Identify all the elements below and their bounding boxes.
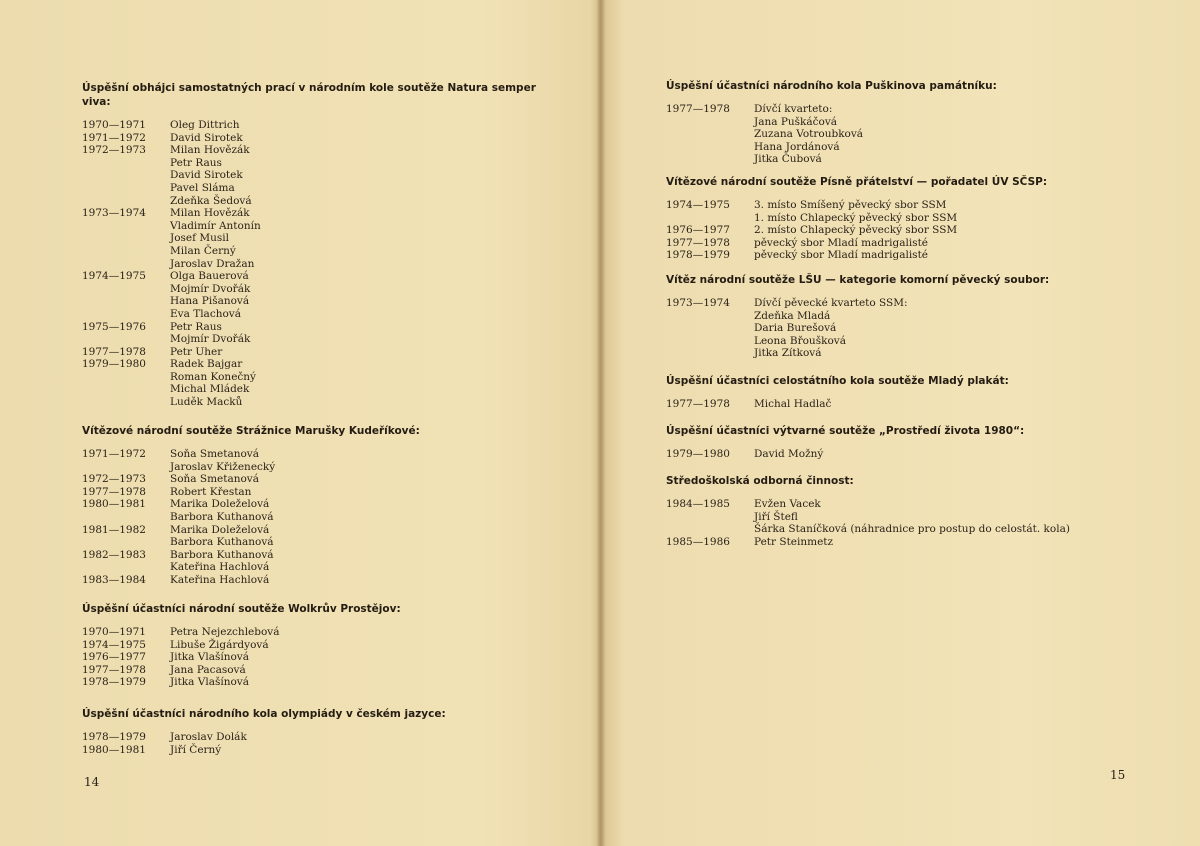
list-item xyxy=(666,116,1166,129)
list-item xyxy=(82,549,542,562)
entry-name: Jaroslav Dolák xyxy=(170,731,247,743)
list-item xyxy=(666,498,1186,511)
entry-name: Soňa Smetanová xyxy=(170,473,259,486)
entry-year xyxy=(82,295,170,308)
list-item xyxy=(82,498,542,511)
entry-name: Kateřina Hachlová xyxy=(170,573,270,586)
entry-name: Jiří Černý xyxy=(170,743,222,756)
section xyxy=(82,81,542,409)
entry-name: Jana Pacasová xyxy=(170,663,246,676)
entry-year: 1982—1983 xyxy=(82,548,146,561)
entry-year xyxy=(666,511,754,524)
list-item xyxy=(666,128,1166,141)
entry-year: 1976—1977 xyxy=(666,224,730,237)
entry-year: 1978—1979 xyxy=(82,731,146,743)
section-heading: Úspěšní obhájci samostatných prací v národním kole soutěže Natura semper viva: xyxy=(82,82,536,108)
entry-name: Jitka Čubová xyxy=(754,153,822,166)
right-page xyxy=(604,0,1200,846)
entry-name: Radek Bajgar xyxy=(170,358,243,371)
entry-year: 1973—1974 xyxy=(666,297,730,309)
list-item xyxy=(82,245,542,258)
entry-name: pěvecký sbor Mladí madrigalisté xyxy=(754,236,929,249)
entry-name: Robert Křestan xyxy=(170,485,252,498)
section-heading: Úspěšní účastníci celostátního kola soutěže Mladý plakát: xyxy=(666,375,1009,387)
entry-name: 3. místo Smíšený pěvecký sbor SSM xyxy=(754,199,947,211)
list-item xyxy=(666,103,1166,116)
entry-name: 2. místo Chlapecký pěvecký sbor SSM xyxy=(754,224,958,237)
entry-name: Evžen Vacek xyxy=(754,498,821,510)
entry-year xyxy=(82,561,170,574)
entry-list xyxy=(666,498,1186,548)
entry-year: 1972—1973 xyxy=(82,473,146,486)
entry-name: David Sirotek xyxy=(170,131,243,144)
list-item xyxy=(82,207,542,220)
entry-year xyxy=(666,523,754,536)
list-item xyxy=(666,249,1166,262)
section xyxy=(666,424,1166,461)
entry-list xyxy=(82,119,542,409)
list-item xyxy=(82,731,542,744)
entry-year: 1970—1971 xyxy=(82,119,146,131)
list-item xyxy=(82,371,542,384)
entry-year: 1974—1975 xyxy=(82,638,146,651)
entry-name: Josef Musil xyxy=(170,232,229,245)
list-item xyxy=(666,199,1166,212)
entry-year xyxy=(82,195,170,208)
entry-name: Milan Hovězák xyxy=(170,207,250,220)
entry-year xyxy=(82,396,170,409)
entry-name: Mojmír Dvořák xyxy=(170,333,251,346)
list-item xyxy=(82,232,542,245)
entry-year: 1976—1977 xyxy=(82,651,146,664)
list-item xyxy=(82,157,542,170)
entry-year: 1971—1972 xyxy=(82,448,146,460)
section xyxy=(666,273,1166,360)
entry-year xyxy=(82,157,170,170)
entry-year xyxy=(82,461,170,474)
entry-year: 1977—1978 xyxy=(82,663,146,676)
entry-name: Daria Burešová xyxy=(754,322,837,335)
list-item xyxy=(82,144,542,157)
entry-year xyxy=(666,322,754,335)
entry-name: Jiří Štefl xyxy=(754,510,798,523)
entry-list xyxy=(666,297,1166,360)
entry-name: David Sirotek xyxy=(170,169,243,182)
list-item xyxy=(82,333,542,346)
entry-year xyxy=(666,310,754,323)
entry-name: Hana Jordánová xyxy=(754,140,840,153)
entry-name: Zuzana Votroubková xyxy=(754,128,864,141)
list-item xyxy=(82,448,542,461)
entry-name: Dívčí kvarteto: xyxy=(754,103,833,115)
entry-year xyxy=(82,182,170,195)
list-item xyxy=(82,119,542,132)
list-item xyxy=(666,511,1186,524)
entry-name: Petr Raus xyxy=(170,320,222,333)
entry-name: Kateřina Hachlová xyxy=(170,561,270,574)
entry-year: 1977—1978 xyxy=(666,398,730,410)
entry-year: 1973—1974 xyxy=(82,207,146,220)
entry-list xyxy=(82,731,542,756)
list-item xyxy=(82,561,542,574)
section xyxy=(666,79,1166,166)
entry-list xyxy=(666,398,1166,411)
entry-year: 1972—1973 xyxy=(82,144,146,157)
entry-name: Milan Hovězák xyxy=(170,144,250,157)
page-number: 15 xyxy=(1110,768,1126,782)
list-item xyxy=(82,524,542,537)
entry-year: 1975—1976 xyxy=(82,320,146,333)
section xyxy=(82,707,542,756)
list-item xyxy=(82,358,542,371)
entry-name: Leona Břoušková xyxy=(754,334,846,347)
entry-year xyxy=(82,511,170,524)
entry-year: 1979—1980 xyxy=(666,448,730,460)
entry-year: 1981—1982 xyxy=(82,523,146,536)
entry-year xyxy=(666,212,754,225)
entry-name: Zdeňka Mladá xyxy=(754,309,831,322)
section xyxy=(666,474,1186,548)
section xyxy=(666,374,1166,411)
entry-year: 1977—1978 xyxy=(82,485,146,498)
entry-year xyxy=(82,283,170,296)
entry-name: Jaroslav Křiženecký xyxy=(170,460,276,473)
entry-year xyxy=(82,333,170,346)
entry-list xyxy=(82,626,542,689)
list-item xyxy=(82,346,542,359)
entry-name: Dívčí pěvecké kvarteto SSM: xyxy=(754,297,908,309)
list-item xyxy=(82,536,542,549)
entry-name: Michal Hadlač xyxy=(754,398,832,410)
list-item xyxy=(82,473,542,486)
list-item xyxy=(666,448,1166,461)
entry-year xyxy=(666,128,754,141)
entry-year xyxy=(666,141,754,154)
entry-name: Soňa Smetanová xyxy=(170,448,259,460)
list-item xyxy=(82,258,542,271)
list-item xyxy=(666,212,1166,225)
list-item xyxy=(82,626,542,639)
list-item xyxy=(666,297,1166,310)
section xyxy=(666,175,1166,262)
entry-list xyxy=(666,448,1166,461)
entry-name: Marika Doleželová xyxy=(170,498,270,511)
entry-name: Barbora Kuthanová xyxy=(170,510,274,523)
list-item xyxy=(666,141,1166,154)
entry-name: Milan Černý xyxy=(170,244,236,257)
list-item xyxy=(82,574,542,587)
entry-name: Marika Doleželová xyxy=(170,523,270,536)
entry-list xyxy=(666,199,1166,262)
section-heading: Úspěšní účastníci národního kola olympiády v českém jazyce: xyxy=(82,708,446,720)
entry-year: 1974—1975 xyxy=(666,199,730,211)
list-item xyxy=(666,153,1166,166)
entry-name: Barbora Kuthanová xyxy=(170,536,274,549)
entry-list xyxy=(666,103,1166,166)
entry-year: 1977—1978 xyxy=(666,103,730,115)
entry-name: Michal Mládek xyxy=(170,383,250,396)
list-item xyxy=(666,523,1186,536)
entry-name: Jitka Vlašínová xyxy=(170,676,249,689)
entry-name: Libuše Žigárdyová xyxy=(170,638,269,651)
entry-name: Hana Pišanová xyxy=(170,295,250,308)
entry-name: Petra Nejezchlebová xyxy=(170,626,280,638)
entry-year xyxy=(82,169,170,182)
entry-year xyxy=(666,335,754,348)
list-item xyxy=(666,536,1186,549)
entry-year: 1978—1979 xyxy=(82,676,146,689)
section xyxy=(82,424,542,587)
list-item xyxy=(82,396,542,409)
entry-name: Eva Tlachová xyxy=(170,307,241,320)
entry-name: Petr Uher xyxy=(170,345,223,358)
list-item xyxy=(666,398,1166,411)
entry-year xyxy=(82,258,170,271)
list-item xyxy=(666,335,1166,348)
entry-list xyxy=(82,448,542,587)
entry-name: Roman Konečný xyxy=(170,370,256,383)
list-item xyxy=(82,676,542,689)
list-item xyxy=(82,321,542,334)
entry-year xyxy=(82,220,170,233)
section-heading: Úspěšní účastníci výtvarné soutěže „Prostředí života 1980“: xyxy=(666,425,1025,437)
list-item xyxy=(82,651,542,664)
entry-name: Vladimír Antonín xyxy=(170,219,261,232)
list-item xyxy=(82,169,542,182)
entry-year: 1983—1984 xyxy=(82,573,146,586)
entry-year xyxy=(82,371,170,384)
entry-year: 1984—1985 xyxy=(666,498,730,510)
entry-name: Jitka Vlašínová xyxy=(170,651,249,664)
entry-year: 1985—1986 xyxy=(666,535,730,548)
entry-year: 1970—1971 xyxy=(82,626,146,638)
entry-name: Zdeňka Šedová xyxy=(170,194,252,207)
list-item xyxy=(82,283,542,296)
entry-year: 1980—1981 xyxy=(82,743,146,756)
entry-name: David Možný xyxy=(754,448,824,460)
section-heading: Úspěšní účastníci národní soutěže Wolkrův Prostějov: xyxy=(82,603,401,615)
entry-name: Jaroslav Dražan xyxy=(170,257,255,270)
entry-name: Luděk Macků xyxy=(170,396,243,409)
list-item xyxy=(82,220,542,233)
entry-name: pěvecký sbor Mladí madrigalisté xyxy=(754,249,929,262)
entry-name: Oleg Dittrich xyxy=(170,119,240,131)
list-item xyxy=(82,308,542,321)
entry-year: 1979—1980 xyxy=(82,358,146,371)
entry-name: 1. místo Chlapecký pěvecký sbor SSM xyxy=(754,211,958,224)
list-item xyxy=(82,461,542,474)
section-heading: Středoškolská odborná činnost: xyxy=(666,475,854,487)
list-item xyxy=(82,664,542,677)
entry-year: 1971—1972 xyxy=(82,131,146,144)
entry-year xyxy=(666,347,754,360)
entry-year: 1974—1975 xyxy=(82,270,146,283)
list-item xyxy=(82,744,542,757)
entry-name: Mojmír Dvořák xyxy=(170,282,251,295)
entry-year xyxy=(666,153,754,166)
list-item xyxy=(82,270,542,283)
entry-year xyxy=(82,383,170,396)
entry-year: 1978—1979 xyxy=(666,249,730,262)
entry-year: 1980—1981 xyxy=(82,498,146,511)
list-item xyxy=(666,237,1166,250)
page-number: 14 xyxy=(84,775,100,789)
list-item xyxy=(666,322,1166,335)
list-item xyxy=(666,347,1166,360)
left-page xyxy=(0,0,598,846)
entry-name: Šárka Staníčková (náhradnice pro postup do celostát. kola) xyxy=(754,523,1070,536)
entry-name: Pavel Sláma xyxy=(170,181,235,194)
entry-year xyxy=(82,308,170,321)
section-heading: Vítězové národní soutěže Strážnice Marušky Kudeříkové: xyxy=(82,425,420,437)
entry-name: Olga Bauerová xyxy=(170,270,249,283)
section-heading: Úspěšní účastníci národního kola Puškinova památníku: xyxy=(666,80,997,92)
list-item xyxy=(82,383,542,396)
entry-name: Barbora Kuthanová xyxy=(170,548,274,561)
list-item xyxy=(82,132,542,145)
entry-year xyxy=(82,232,170,245)
entry-year: 1977—1978 xyxy=(666,236,730,249)
entry-name: Jana Puškáčová xyxy=(754,115,838,128)
entry-year: 1977—1978 xyxy=(82,345,146,358)
entry-year xyxy=(82,536,170,549)
list-item xyxy=(82,511,542,524)
entry-name: Petr Steinmetz xyxy=(754,535,834,548)
section xyxy=(82,602,542,689)
entry-name: Jitka Zítková xyxy=(754,347,822,360)
list-item xyxy=(82,295,542,308)
list-item xyxy=(82,195,542,208)
section-heading: Vítězové národní soutěže Písně přátelství — pořadatel ÚV SČSP: xyxy=(666,176,1048,188)
list-item xyxy=(82,639,542,652)
section-heading: Vítěz národní soutěže LŠU — kategorie komorní pěvecký soubor: xyxy=(666,274,1050,286)
entry-year xyxy=(666,116,754,129)
entry-year xyxy=(82,245,170,258)
list-item xyxy=(82,182,542,195)
entry-name: Petr Raus xyxy=(170,156,222,169)
list-item xyxy=(82,486,542,499)
list-item xyxy=(666,310,1166,323)
list-item xyxy=(666,224,1166,237)
